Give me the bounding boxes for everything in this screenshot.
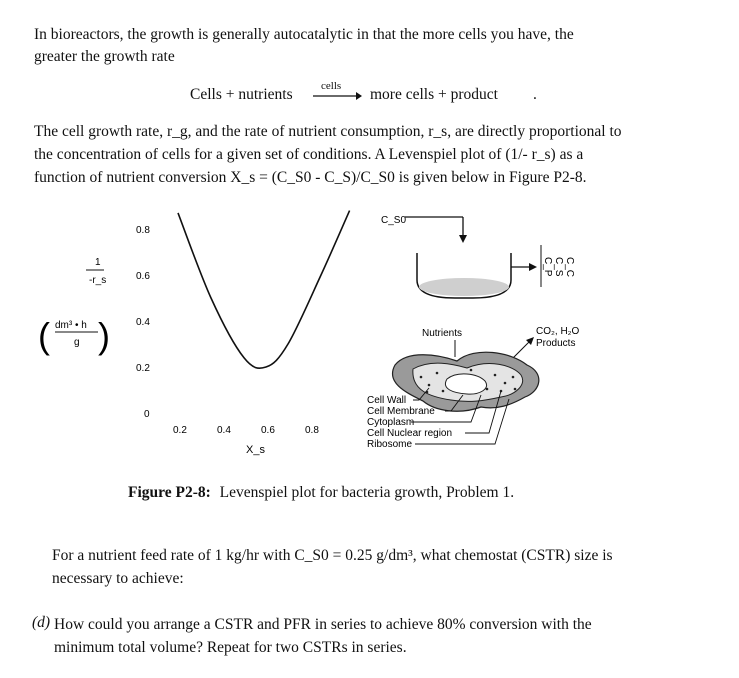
y-label-bottom: -r_s — [89, 275, 107, 286]
feed-label: C_S0 — [381, 215, 407, 226]
ribosome-dot — [512, 376, 515, 379]
ribosome-dot — [494, 374, 497, 377]
levenspiel-plot — [40, 215, 360, 475]
reaction-left: Cells + nutrients — [190, 86, 293, 103]
ribosome-dot — [428, 384, 431, 387]
rate-line-1: The cell growth rate, r_g, and the rate of nutrient consumption, r_s, are directly proportional to — [34, 123, 622, 140]
reactor-contents — [419, 278, 509, 296]
output-cp: C_P — [542, 257, 553, 277]
intro-line-1: In bioreactors, the growth is generally autocatalytic in that the more cells you have, the — [34, 26, 574, 43]
ribosome-dot — [442, 390, 445, 393]
ribosome-dot — [486, 388, 489, 391]
x-axis-label: X_s — [246, 444, 265, 456]
question-line-1: For a nutrient feed rate of 1 kg/hr with C_S0 = 0.25 g/dm³, what chemostat (CSTR) size is — [52, 547, 613, 564]
reaction-arrow-label: cells — [321, 80, 342, 92]
intro-line-2: greater the growth rate — [34, 48, 175, 65]
y-label-top: 1 — [95, 257, 101, 268]
y-tick-label: 0.2 — [136, 363, 150, 374]
products-line-1: CO₂, H₂O — [536, 326, 580, 337]
output-cs: C_S — [553, 257, 564, 277]
reaction-end: . — [533, 86, 537, 103]
nutrients-label: Nutrients — [422, 328, 463, 339]
units-top: dm³ • h — [55, 320, 87, 331]
cell-diagram — [355, 205, 635, 465]
units-paren-right: ) — [98, 315, 110, 356]
levenspiel-curve — [178, 211, 350, 369]
output-cc: C_C — [564, 257, 575, 278]
ribosome-dot — [420, 376, 423, 379]
feed-arrow-icon — [459, 235, 467, 243]
x-tick-label: 0.2 — [173, 425, 187, 436]
y-tick-label: 0 — [144, 409, 150, 420]
rate-line-2: the concentration of cells for a given set of conditions. A Levenspiel plot of (1/- r_s) as a — [34, 146, 584, 163]
part-cell-wall: Cell Wall — [367, 395, 407, 406]
part-d-label: (d) — [32, 614, 51, 631]
part-d-line-2: minimum total volume? Repeat for two CSTRs in series. — [54, 639, 407, 656]
part-cytoplasm: Cytoplasm — [367, 417, 415, 428]
figure-caption — [128, 484, 514, 502]
reaction-equation — [190, 80, 570, 110]
figure-caption-text: Levenspiel plot for bacteria growth, Problem 1. — [219, 484, 515, 501]
y-tick-label: 0.4 — [136, 317, 150, 328]
question-line-2: necessary to achieve: — [52, 570, 184, 587]
reaction-right: more cells + product — [370, 86, 498, 103]
ribosome-dot — [436, 372, 439, 375]
x-tick-label: 0.8 — [305, 425, 319, 436]
ribosome-dot — [470, 369, 473, 372]
part-nuclear-region: Cell Nuclear region — [367, 428, 453, 439]
x-tick-label: 0.6 — [261, 425, 275, 436]
y-tick-label: 0.8 — [136, 225, 150, 236]
figure-caption-label: Figure P2-8: — [128, 484, 211, 501]
reaction-arrow-icon — [312, 89, 362, 103]
x-tick-label: 0.4 — [217, 425, 231, 436]
units-bottom: g — [74, 337, 80, 348]
part-ribosome: Ribosome — [367, 439, 413, 450]
rate-line-3: function of nutrient conversion X_s = (C_S0 - C_S)/C_S0 is given below in Figure P2-8. — [34, 169, 587, 186]
part-d-line-1: How could you arrange a CSTR and PFR in series to achieve 80% conversion with the — [54, 616, 592, 633]
units-paren-left: ( — [38, 315, 50, 356]
products-line-2: Products — [536, 338, 576, 349]
ribosome-dot — [514, 388, 517, 391]
outlet-arrow-icon — [529, 263, 537, 271]
ribosome-dot — [504, 382, 507, 385]
part-cell-membrane: Cell Membrane — [367, 406, 435, 417]
y-tick-label: 0.6 — [136, 271, 150, 282]
